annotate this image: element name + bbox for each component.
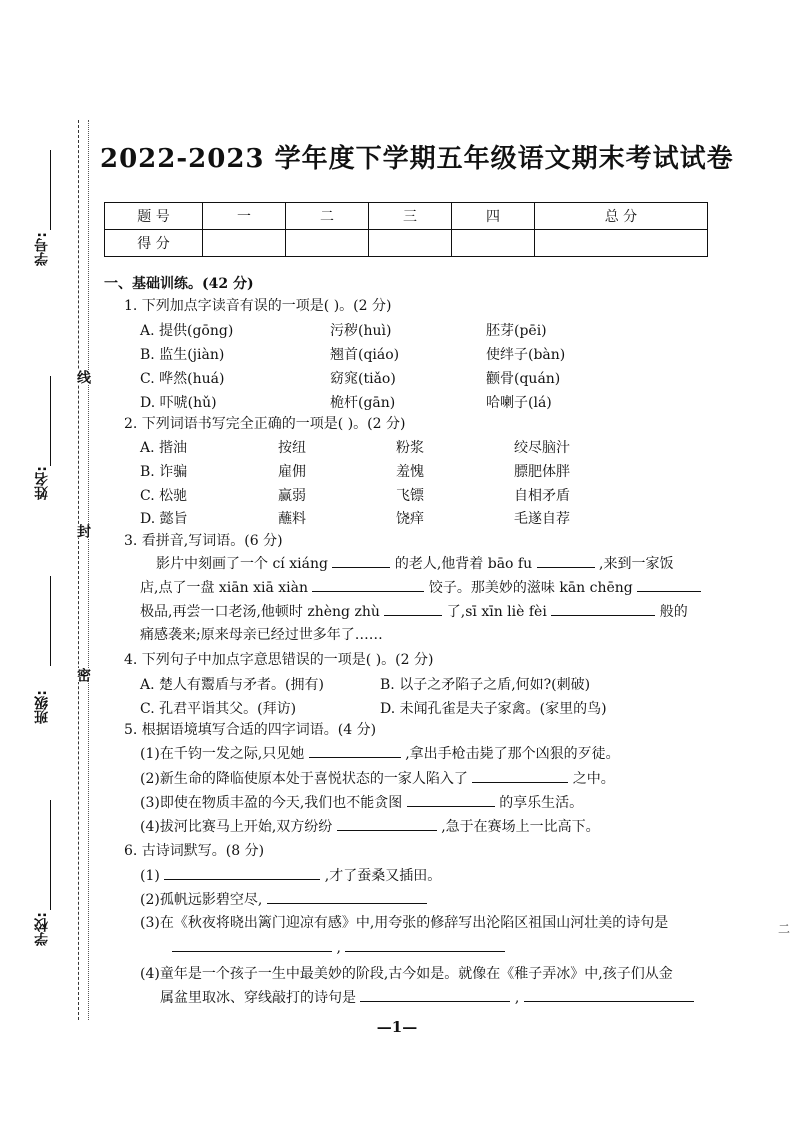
score-table-cell: 总 分 <box>534 203 707 230</box>
score-table-header-row <box>105 203 708 230</box>
q2-option-c-col2: 赢弱 <box>278 488 306 504</box>
score-table-cell: 一 <box>203 203 286 230</box>
question-2-stem: 2. 下列词语书写完全正确的一项是( )。(2 分) <box>124 416 406 432</box>
q5-text: ,急于在赛场上一比高下。 <box>441 819 600 835</box>
answer-blank[interactable] <box>312 578 424 592</box>
section-heading: 一、基础训练。(42 分) <box>104 276 254 292</box>
score-table-cell: 四 <box>451 203 534 230</box>
q5-text: (1)在千钧一发之际,只见她 <box>140 746 305 762</box>
answer-blank[interactable] <box>332 554 390 568</box>
q2-option-a-col4: 绞尽脑汁 <box>514 440 570 456</box>
q6-text: ,才了蚕桑又插田。 <box>324 868 442 884</box>
answer-blank[interactable] <box>551 602 655 616</box>
q6-text: (1) <box>140 868 160 884</box>
q5-text: (4)拔河比赛马上开始,双方纷纷 <box>140 819 333 835</box>
name-label: 姓名: <box>34 466 50 500</box>
q3-text: 极品,再尝一口老汤,他顿时 zhèng zhù <box>140 604 380 620</box>
q5-text: 的享乐生活。 <box>499 795 584 811</box>
q3-text: 饺子。那美妙的滋味 kān chēng <box>428 580 633 596</box>
answer-blank[interactable] <box>537 554 595 568</box>
q4-option-b: B. 以子之矛陷子之盾,何如?(刺破) <box>380 677 591 693</box>
score-table-cell: 题 号 <box>105 203 203 230</box>
q2-option-a-col2: 按纽 <box>278 440 306 456</box>
q1-option-c-col2: 窈窕(tiǎo) <box>330 371 396 387</box>
q1-option-a-col2: 污秽(huì) <box>330 323 392 339</box>
answer-blank[interactable] <box>384 602 442 616</box>
q2-option-a-col3: 粉浆 <box>396 440 424 456</box>
score-entry-cell[interactable] <box>368 230 451 257</box>
answer-blank[interactable] <box>472 769 568 783</box>
answer-blank[interactable] <box>637 578 701 592</box>
q6-item-2 <box>140 890 427 910</box>
q5-text: (3)即使在物质丰盈的今天,我们也不能贪图 <box>140 795 403 811</box>
q4-option-a: A. 楚人有鬻盾与矛者。(拥有) <box>140 677 324 693</box>
answer-blank[interactable] <box>360 988 510 1002</box>
question-6-stem: 6. 古诗词默写。(8 分) <box>124 843 265 859</box>
q1-option-c-col3: 颧骨(quán) <box>486 371 561 387</box>
q6-separator: , <box>514 990 520 1006</box>
q2-option-d-col4: 毛遂自荐 <box>514 511 570 527</box>
answer-blank[interactable] <box>267 890 427 904</box>
q3-line-2 <box>140 578 701 598</box>
score-table <box>104 202 708 257</box>
q3-text: 般的 <box>659 604 688 620</box>
question-4-stem: 4. 下列句子中加点字意思错误的一项是( )。(2 分) <box>124 652 434 668</box>
q6-item-3: (3)在《秋夜将晓出篱门迎凉有感》中,用夸张的修辞写出沦陷区祖国山河壮美的诗句是 <box>140 915 669 931</box>
edge-mark: 二 <box>777 922 790 936</box>
school-label: 学校: <box>34 912 50 946</box>
answer-blank[interactable] <box>337 817 437 831</box>
student-id-label: 学号: <box>34 232 50 266</box>
q2-option-b-col1: B. 诈骗 <box>140 464 188 480</box>
q5-text: (2)新生命的降临使原本处于喜悦状态的一家人陷入了 <box>140 771 468 787</box>
page-number: —1— <box>376 1018 418 1036</box>
q1-option-b-col3: 使绊子(bàn) <box>486 347 566 363</box>
q1-option-a-col3: 胚芽(pēi) <box>486 323 547 339</box>
q2-option-d-col3: 饶痒 <box>396 511 424 527</box>
score-table-cell: 二 <box>285 203 368 230</box>
name-write-line <box>50 376 51 466</box>
q6-item-4-answer <box>160 988 694 1008</box>
exam-title: 2022-2023 学年度下学期五年级语文期末考试试卷 <box>100 144 734 174</box>
q4-option-c: C. 孔君平诣其父。(拜访) <box>140 701 297 717</box>
q2-option-c-col4: 自相矛盾 <box>514 488 570 504</box>
q2-option-a-col1: A. 揩油 <box>140 440 188 456</box>
score-table-cell: 三 <box>368 203 451 230</box>
answer-blank[interactable] <box>172 938 332 952</box>
score-entry-cell[interactable] <box>534 230 707 257</box>
q3-text: 影片中刻画了一个 cí xiáng <box>156 556 328 572</box>
score-entry-cell[interactable] <box>203 230 286 257</box>
score-entry-cell[interactable] <box>451 230 534 257</box>
fold-line-char: 线 <box>75 370 91 384</box>
q2-option-c-col1: C. 松驰 <box>140 488 188 504</box>
q6-text: 属盆里取冰、穿线敲打的诗句是 <box>160 990 356 1006</box>
score-table-score-row <box>105 230 708 257</box>
question-1-stem: 1. 下列加点字读音有误的一项是( )。(2 分) <box>124 298 392 314</box>
q5-item-1 <box>140 744 620 764</box>
q5-text: 之中。 <box>572 771 615 787</box>
q3-line-3 <box>140 602 688 622</box>
q3-text: 的老人,他背着 bāo fu <box>394 556 533 572</box>
school-write-line <box>50 800 51 910</box>
question-5-stem: 5. 根据语境填写合适的四字词语。(4 分) <box>124 722 377 738</box>
answer-blank[interactable] <box>164 866 320 880</box>
question-3-stem: 3. 看拼音,写词语。(6 分) <box>124 533 283 549</box>
answer-blank[interactable] <box>309 744 401 758</box>
binding-dash-line-outer <box>78 120 79 1020</box>
q2-option-b-col2: 雇佣 <box>278 464 306 480</box>
q2-option-d-col2: 蘸料 <box>278 511 306 527</box>
q6-item-3-answer <box>172 938 505 958</box>
answer-blank[interactable] <box>345 938 505 952</box>
q6-text: (2)孤帆远影碧空尽, <box>140 892 263 908</box>
q2-option-b-col3: 羞愧 <box>396 464 424 480</box>
q4-option-d: D. 未闻孔雀是夫子家禽。(家里的鸟) <box>380 701 607 717</box>
fold-seal-char: 封 <box>75 524 91 538</box>
q1-option-b-col1: B. 监生(jiàn) <box>140 347 225 363</box>
q3-line-4: 痛感袭来;原来母亲已经过世多年了…… <box>140 627 383 643</box>
q3-text: 店,点了一盘 xiān xiā xiàn <box>140 580 308 596</box>
q1-option-d-col3: 哈喇子(lá) <box>486 395 552 411</box>
q5-item-2 <box>140 769 615 789</box>
student-id-write-line <box>50 150 51 230</box>
q3-line-1 <box>156 554 673 574</box>
q6-item-4: (4)童年是一个孩子一生中最美妙的阶段,古今如是。就像在《稚子弄冰》中,孩子们从金 <box>140 966 673 982</box>
q2-option-c-col3: 飞镖 <box>396 488 424 504</box>
q1-option-b-col2: 翘首(qiáo) <box>330 347 400 363</box>
answer-blank[interactable] <box>407 793 495 807</box>
q2-option-b-col4: 膘肥体胖 <box>514 464 570 480</box>
q1-option-d-col2: 桅杆(gān) <box>330 395 396 411</box>
q3-text: ,来到一家饭 <box>599 556 674 572</box>
score-entry-cell[interactable] <box>285 230 368 257</box>
q5-item-3 <box>140 793 583 813</box>
q1-option-d-col1: D. 吓唬(hǔ) <box>140 395 217 411</box>
q2-option-d-col1: D. 懿旨 <box>140 511 188 527</box>
answer-blank[interactable] <box>524 988 694 1002</box>
q5-item-4 <box>140 817 600 837</box>
q5-text: ,拿出手枪击毙了那个凶狠的歹徒。 <box>405 746 620 762</box>
q6-item-1 <box>140 866 441 886</box>
fold-dense-char: 密 <box>75 668 91 682</box>
q1-option-c-col1: C. 哗然(huá) <box>140 371 225 387</box>
score-table-cell: 得 分 <box>105 230 203 257</box>
class-label: 班级: <box>34 690 50 724</box>
binding-dash-line-inner <box>88 120 89 1020</box>
q6-separator: , <box>336 940 341 956</box>
class-write-line <box>50 576 51 666</box>
q3-text: 了,sī xīn liè fèi <box>446 604 547 620</box>
q1-option-a-col1: A. 提供(gōng) <box>140 323 234 339</box>
